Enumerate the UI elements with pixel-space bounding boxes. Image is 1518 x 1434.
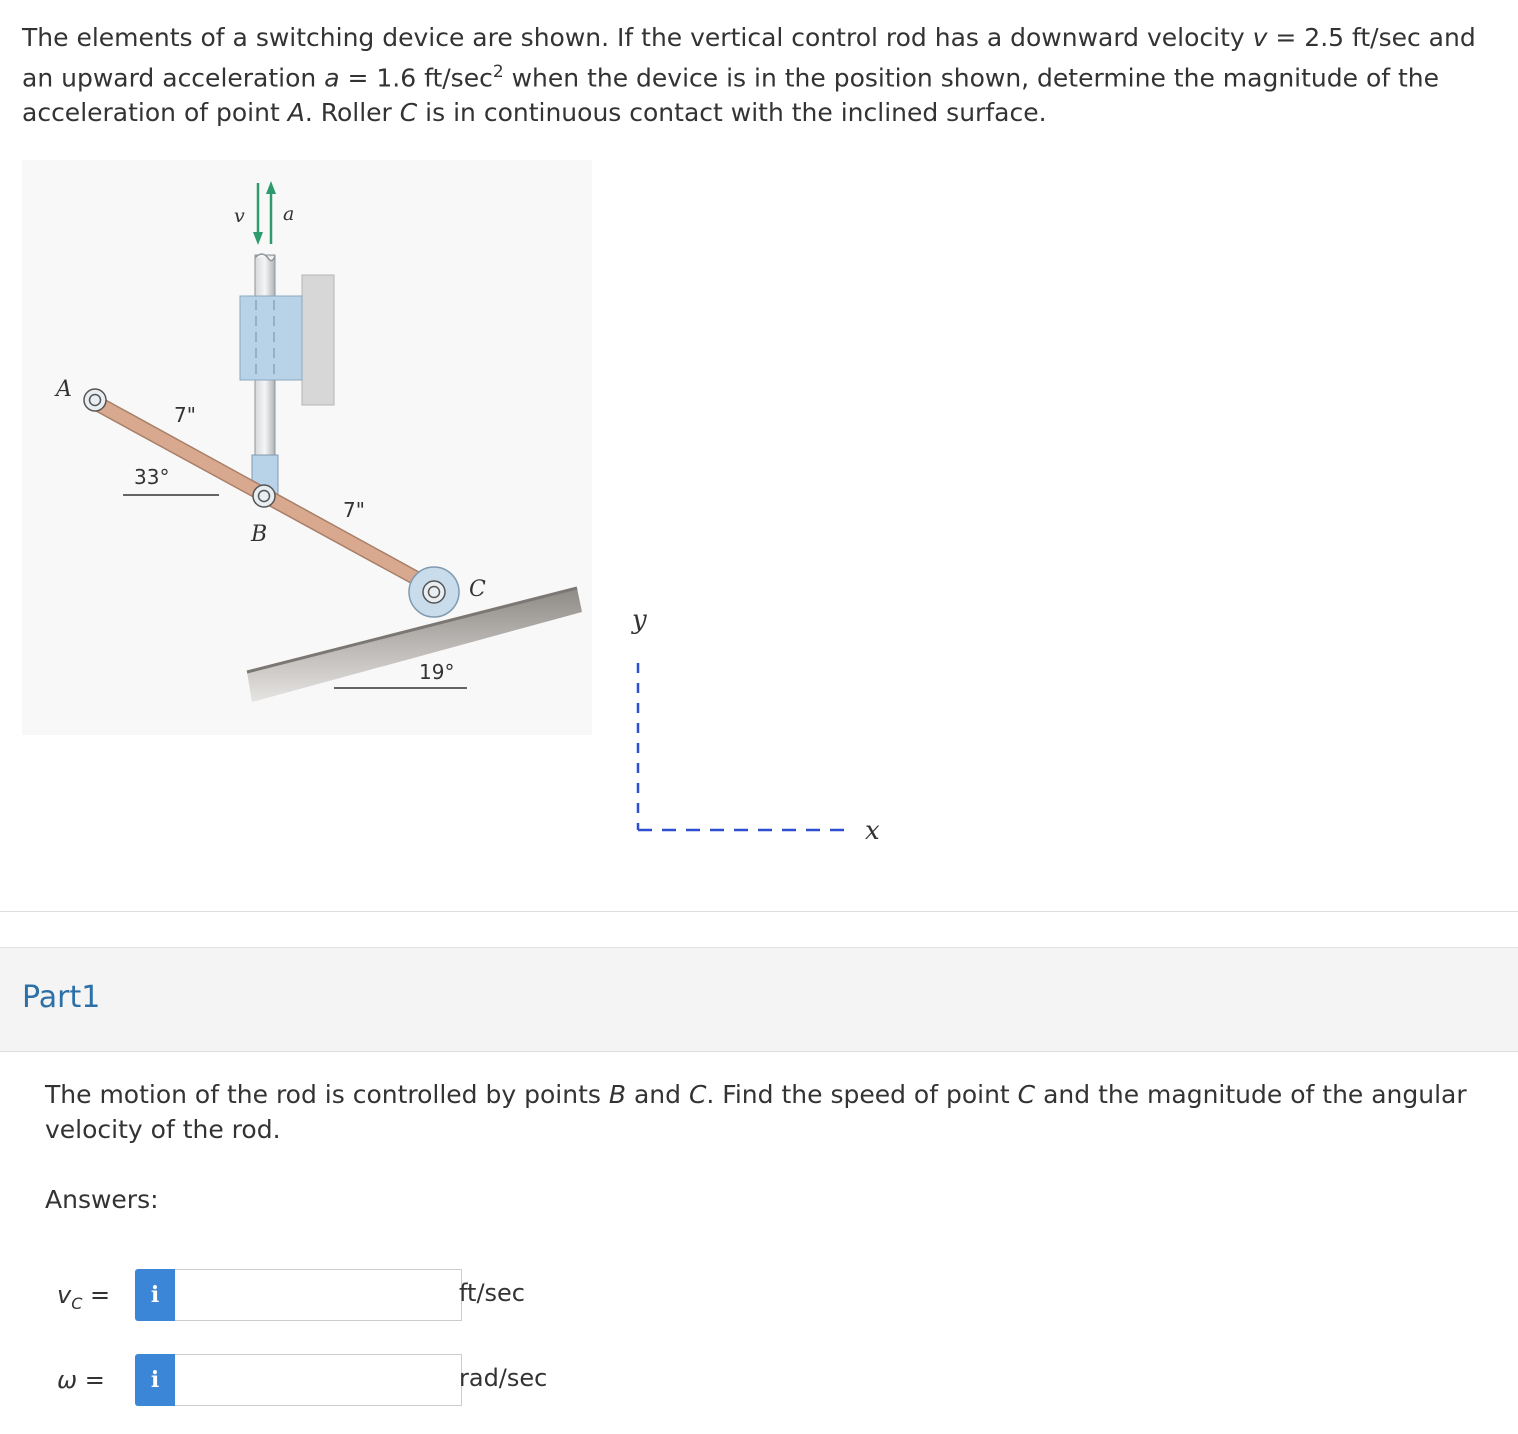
rod-guide-sleeve xyxy=(240,296,302,380)
answer-row-vc xyxy=(0,1269,700,1321)
axis-x-label: x xyxy=(865,816,880,846)
pin-B-icon xyxy=(253,485,275,507)
info-button-omega[interactable]: i xyxy=(135,1354,175,1406)
angle-19-label: 19° xyxy=(419,660,455,684)
wall-support xyxy=(302,275,334,405)
answer-row-omega xyxy=(0,1354,700,1406)
answer-input-omega[interactable] xyxy=(175,1354,462,1406)
figure-background xyxy=(22,160,592,735)
problem-statement: The elements of a switching device are shown. If the vertical control rod has a downward velocity v = 2.5 ft/sec and an upward acceleration a = 1.6 $ft/\sec^2$ when the device is in the position shown, determine the magnitude of the acceleration of point A. Roller C is in continuous contact with the inclined surface. xyxy=(22,23,1476,128)
answers-label: Answers: xyxy=(45,1185,159,1214)
label-B: B xyxy=(251,522,268,547)
answer-label-omega: ω = xyxy=(57,1366,105,1394)
roller-C-icon xyxy=(409,567,459,617)
answer-label-vc: $v_C$ = xyxy=(57,1281,111,1313)
coordinate-axes xyxy=(638,663,850,830)
unit-ft-per-sec: ft/sec xyxy=(459,1279,525,1307)
answer-input-vc[interactable] xyxy=(175,1269,462,1321)
length-BC-label: 7" xyxy=(343,498,365,522)
part-header xyxy=(0,947,1518,1052)
unit-rad-per-sec: rad/sec xyxy=(459,1364,548,1392)
question-text: The motion of the rod is controlled by points B and C. Find the speed of point C and the magnitude of the angular velocity of the rod. xyxy=(45,1080,1467,1144)
label-A: A xyxy=(56,377,72,402)
label-a: a xyxy=(283,203,295,225)
info-button-vc[interactable]: i xyxy=(135,1269,175,1321)
length-AB-label: 7" xyxy=(174,403,196,427)
part-title: Part1 xyxy=(22,980,101,1015)
label-C: C xyxy=(469,577,486,602)
angle-33-label: 33° xyxy=(134,465,170,489)
section-divider xyxy=(0,911,1518,912)
axis-y-label: y xyxy=(632,605,647,635)
pin-A-icon xyxy=(84,389,106,411)
label-v: v xyxy=(234,205,245,227)
switching-device-figure xyxy=(0,150,900,890)
